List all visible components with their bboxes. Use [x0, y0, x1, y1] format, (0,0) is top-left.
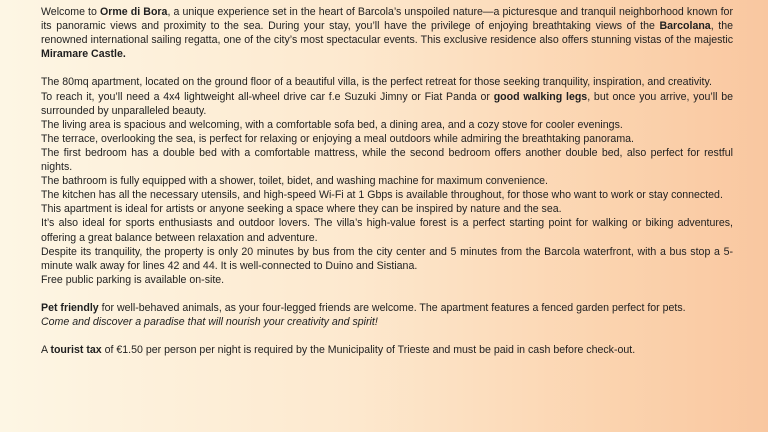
intro-text: , the renowned international sailing regatta, one of the city’s most spectacular events. This exclusive residence also offers stunning vistas of the majestic: [41, 20, 733, 47]
invitation-text: Come and discover a paradise that will nourish your creativity and spirit!: [41, 316, 378, 329]
property-name: Orme di Bora: [100, 6, 168, 18]
intro-paragraph: [41, 5, 733, 61]
access-text: To reach it, you’ll need a 4x4 lightweight all-wheel drive car f.e Suzuki Jimny or Fiat Panda or: [41, 90, 494, 103]
intro-text: , a unique experience set in the heart of Barcola’s unspoiled nature—a picturesque and tranquil neighborhood known for its panoramic views and proximity to the sea. During your stay, you’ll have the privilege of enjoying breathtaking views of the: [41, 6, 733, 33]
apartment-line-4: The terrace, overlooking the sea, is perfect for relaxing or enjoying a meal outdoors while admiring the breathtaking panorama.: [41, 132, 634, 145]
tax-text: A: [41, 344, 51, 357]
intro-text: Welcome to: [41, 6, 100, 18]
tax-text: of €1.50 per person per night is required by the Municipality of Trieste and must be paid in cash before check-out.: [101, 344, 636, 357]
apartment-line-7: The kitchen has all the necessary utensils, and high-speed Wi-Fi at 1 Gbps is available throughout, for those who want to work or stay connected.: [41, 189, 723, 202]
access-text: , but once you arrive, you’ll be surrounded by unparalleled beauty.: [41, 90, 734, 117]
apartment-line-6: The bathroom is fully equipped with a shower, toilet, bidet, and washing machine for maximum convenience.: [41, 175, 549, 188]
pets-paragraph: [41, 301, 733, 315]
pets-text: for well-behaved animals, as your four-legged friends are welcome. The apartment features a fenced garden perfect for pets.: [98, 301, 686, 314]
apartment-line-10: Despite its tranquility, the property is only 20 minutes by bus from the city center and 5 minutes from the Barcola waterfront, with a bus stop a 5-minute walk away for lines 42 and 44. It is well-connected to Duino and Sistiana.: [41, 245, 733, 272]
listing-description: [41, 5, 733, 357]
apartment-line-9: It’s also ideal for sports enthusiasts and outdoor lovers. The villa’s high-value forest is a perfect starting point for walking or biking adventures, offering a great balance between relaxation and adventure.: [41, 217, 733, 244]
tourist-tax-highlight: tourist tax: [50, 344, 102, 357]
tax-paragraph: [41, 343, 733, 357]
walking-legs-highlight: good walking legs: [493, 90, 588, 103]
castle-name: Miramare Castle.: [41, 48, 126, 61]
apartment-line-5: The first bedroom has a double bed with a comfortable mattress, while the second bedroom offers another double bed, also perfect for restful nights.: [41, 146, 733, 174]
invitation-line: [41, 315, 733, 329]
apartment-line-8: This apartment is ideal for artists or anyone seeking a space where they can be inspired by nature and the sea.: [41, 203, 562, 216]
spacer: [41, 287, 733, 301]
spacer: [41, 61, 733, 75]
spacer: [41, 329, 733, 343]
pet-friendly-highlight: Pet friendly: [41, 301, 99, 314]
regatta-name: Barcolana: [659, 20, 711, 33]
apartment-line-3: The living area is spacious and welcoming, with a comfortable sofa bed, a dining area, and a cozy stove for cooler evenings.: [41, 118, 623, 131]
apartment-line-1: The 80mq apartment, located on the ground floor of a beautiful villa, is the perfect retreat for those seeking tranquility, inspiration, and creativity.: [41, 76, 712, 89]
apartment-line-2: [41, 90, 733, 118]
apartment-line-11: Free public parking is available on-site.: [41, 273, 225, 286]
